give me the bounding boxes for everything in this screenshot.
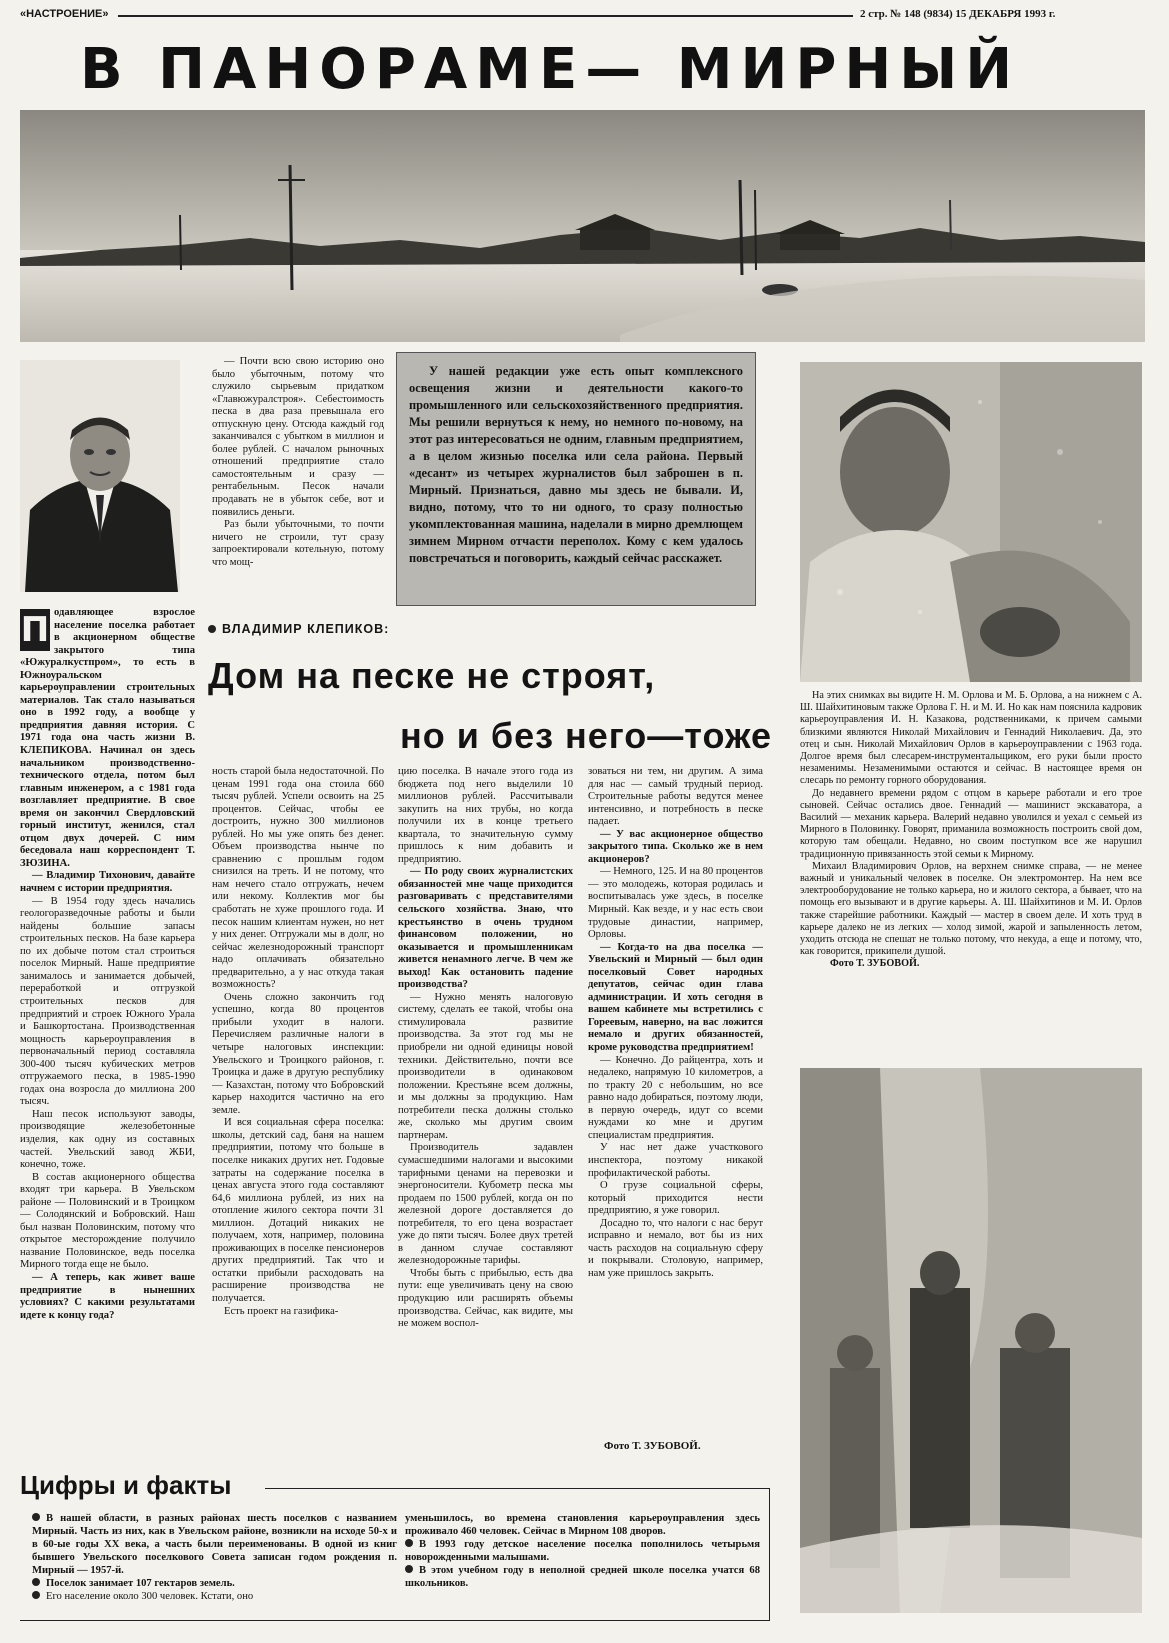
bullet-icon	[32, 1578, 40, 1586]
bullet-icon	[405, 1565, 413, 1573]
side-caption	[800, 690, 1142, 1062]
facts-rule-top	[265, 1488, 770, 1489]
column-a	[212, 766, 384, 1456]
fact-item-3: Его население около 300 человек. Кстати, оно	[32, 1590, 397, 1603]
director-portrait-image	[20, 360, 180, 592]
fact-item-2: Поселок занимает 107 гектаров земель.	[32, 1577, 397, 1590]
column-c	[588, 766, 763, 1436]
col-a-p2: Очень сложно закончить год успешно, когда 80 процентов прибыли уходит в налоги. Перечисляем различные налоги в четыре налоговых инспекции: Увельского и Троицкого районов, г. Троицка и даже в другую республику — Казахстан, потому что Бобровский карьер находится частично на его земле.	[212, 991, 384, 1116]
intro-box	[396, 352, 756, 606]
section-label: «НАСТРОЕНИЕ»	[20, 8, 109, 20]
col-c-p8: Досадно то, что налоги с нас берут исправно и немало, вот бы из них часть расходов на социальную сферу и покрывали. Столовую, например, нам уже пришлось закрыть.	[588, 1217, 763, 1279]
bullet-icon	[208, 625, 216, 633]
caption-p3: Михаил Владимирович Орлов, на верхнем снимке справа, — не менее важный и уникальный человек в поселке. Он электромонтер. На нем все электрооборудование не только карьера, но и жилого сектора, а бывает, что на помощь его вызывают и в другие карьеры. А. Ш. Шайхитинов и М. И. Орлов также старейшие работники. Каждый — мастер в своем деле. И хоть труд в карьере далеко не из легких — холод зимой, жарой и запыленность летом, уходить отсюда не спешат не только потому, что некуда, а еще и потому, что, как говорится, прикипели душой.	[800, 860, 1142, 958]
winter-village-image	[20, 110, 1145, 342]
carriage-workshop-image	[800, 1068, 1142, 1613]
col-c-p7: О грузе социальной сферы, который приходится нести предприятию, я уже говорил.	[588, 1180, 763, 1217]
col-c-question-2: — Когда-то на два поселка — Увельский и Мирный — был один поселковый Совет народных депутатов, сейчас один глава администрации. И хоть сегодня в вашем кабинете мы встретились с Гореевым, наверно, на вас ложится немало и других обязанностей, кроме руководства предприятием!	[588, 941, 763, 1054]
orlov-photo-bottom	[800, 1068, 1142, 1613]
col-b-p4: Производитель задавлен сумасшедшими налогами и высокими тарифными ценами на перевозки и энергоносители. Кубометр песка мы продаем по 1500 рублей, когда он по железной дороге доставляется до потребителя, то его цена возрастает уже до пяти тысяч. Более двух третей в данном случае составляют железнодорожные тарифы.	[398, 1142, 573, 1267]
facts-box	[20, 1470, 770, 1622]
byline-text: ВЛАДИМИР КЛЕПИКОВ:	[222, 622, 390, 636]
lead-column	[20, 607, 195, 1402]
col-b-p5: Чтобы быть с прибылью, есть два пути: еще увеличивать цену на свою продукцию или расширять объемы производства. Сейчас, как видите, мы не можем воспол-	[398, 1267, 573, 1330]
fact-item-4: уменьшилось, во времена становления карьероуправления здесь проживало 460 человек. Сейчас в Мирном 108 дворов.	[405, 1513, 760, 1537]
fact-item-1: В нашей области, в разных районах шесть поселков с названием Мирный. Часть из них, как в Увельском районе, возникли на исходе 50-х и в 60-ые годы XX века, а часть были переименованы. В одной из книг бывшего Увельского поселкового Совета записан годом рождения п. Мирный — 1957-й.	[32, 1513, 397, 1576]
col-c-question-1: — У вас акционерное общество закрытого типа. Сколько же в нем акционеров?	[588, 828, 763, 865]
col-b-p3: — Нужно менять налоговую систему, сделать ее такой, чтобы она стимулировала развитие производства. За этот год мы не приобрели ни одной единицы новой техники. Действительно, почти все производители в одинаковом положении. Крестьяне всем должны, и мы должны за продукцию. Нам потребители песка должны столько же, сколько мы другим своим партнерам.	[398, 991, 573, 1141]
intro-text: У нашей редакции уже есть опыт комплексного освещения жизни и деятельности какого-то промышленного или сельскохозяйственного предприятия. Мы решили вернуться к нему, но немного по-новому, на этот раз интересоваться не одним, главным предприятием, а в целом жизнью поселка или села района. Первый «десант» из четырех журналистов был заброшен в п. Мирный. Признаться, давно мы здесь не бывали. И, видно, потому, что то ни одного, то сразу полностью укомплектованная машина, наделали в мирно дремлющем зимнем Мирном отчасти переполох. Кому с кем удалось повстречаться и поговорить, каждый сейчас расскажет.	[409, 364, 743, 565]
fact-item-5: В 1993 году детское население поселка пополнилось четырьмя новорожденными малышами.	[405, 1539, 760, 1563]
col-c-p6: У нас нет даже участкового инспектора, поэтому никакой профилактической работы.	[588, 1142, 763, 1179]
col-b-question: — По роду своих журналистских обязанностей мне чаще приходится разговаривать с представителями сельского хозяйства. Знаю, что крестьянство в очень трудном финансовом положении, но оказывается и промышленникам живется ненамного легче. В чем же выход! Как остановить падение производства?	[398, 866, 573, 991]
col-a-p4: Есть проект на газифика-	[224, 1305, 339, 1317]
portrait-photo	[20, 360, 180, 592]
masthead: В ПАНОРАМЕ— МИРНЫЙ	[80, 37, 1021, 102]
orlov-photo-top	[800, 362, 1142, 682]
lead-body-1: — В 1954 году здесь начались геологоразведочные работы и были найдены большие запасы строительных песков. На базе карьера по их добыче потом стал строиться поселок Мирный. Наше предприятие занималось и занимается добычей, переработкой и отгрузкой строительных песков для предприятий и строек Южного Урала и Башкортостана. Производственная мощность карьероуправления в первоначальный период составляла 300-400 тысяч кубических метров отгружаемого песка, в 1985-1990 годах она возросла до миллиона 200 тысяч.	[20, 895, 195, 1108]
col-c-p5: — Конечно. До райцентра, хоть и недалеко, напрямую 10 километров, а по тракту 20 с небольшим, но все равно надо добираться, поэтому люди, в первую очередь, идут со всеми нуждами ко мне и другим специалистам предприятия.	[588, 1054, 763, 1141]
issue-info: 2 стр. № 148 (9834) 15 ДЕКАБРЯ 1993 г.	[860, 8, 1056, 20]
col-a-p1: ность старой была недостаточной. По ценам 1991 года она стоила 660 тысяч рублей. Успели освоить на 25 процентов. Сейчас, чтобы ее достроить, нужно 300 миллионов рублей. Но мы уже опять без денег. Объем производства нынче по сравнению с прошлым годом снизился на треть. И не потому, что нам нечего стало отгружать, нечем или некому. Коллектив мог бы сработать не хуже прошлого года. И песок нашим клиентам нужен, но нет у них денег. Отгружали мы в долг, но сейчас железнодорожный транспорт надо оплачивать обязательно предварительно, а у нас откуда такая возможность?	[212, 766, 384, 991]
panorama-photo	[20, 110, 1145, 342]
byline	[208, 622, 389, 636]
facts-rule-right	[769, 1488, 770, 1620]
bullet-icon	[32, 1513, 40, 1521]
answer-1: — Почти всю свою историю оно было убыточным, потому что служило сырьевым придатком «Главюжуралстроя». Себестоимость песка в два раза превышала его отпускную цену. Отсюда каждый год заканчивался с убытком в миллион и более рублей. С началом рыночных отношений предприятие стало самостоятельным и сразу — рентабельным. Песок начали продавать не в убыток себе, вот и появились деньги.	[212, 356, 384, 518]
column-b	[398, 766, 573, 1456]
caption-p1: На этих снимках вы видите Н. М. Орлова и М. Б. Орлова, а на нижнем с А. Ш. Шайхитиновым также Орлова Г. Н. и М. И. Но как нам пояснила кадровик карьероуправления И. Н. Казакова, родственниками, к причем самыми близкими являются Николай Михайлович и Геннадий Николаевич. Да, это отец и сын. Николай Михайлович Орлов в карьероуправлении с 1963 года. Долгое время был слесарем-инструментальщиком, его руки были просто незаменимы. Незаменимыми остаются и сейчас. В настоящее время он слесарь по ремонту горного оборудования.	[800, 690, 1142, 787]
lead-paragraph: одавляющее взрослое население поселка работает в акционерном обществе закрытого типа «Южуралкустпром», то есть в Южноуральском карьероуправлении строительных материалов. Так стало называться оно в 1992 году, а вообще у предприятия давняя история. С 1971 года она часть жизни В. КЛЕПИКОВА. Начинал он здесь начальником производственно-технического отдела, потом был главным инженером, а с 1981 года возглавляет предприятие. В свое время он закончил Свердловский горный институт, женился, стал отцом двух дочерей. С ним беседовала наш корреспондент Т. ЗЮЗИНА.	[20, 607, 195, 869]
question-2: — А теперь, как живет ваше предприятие в нынешних условиях? С какими результатами идете к концу года?	[20, 1271, 195, 1321]
fact-item-6: В этом учебном году в неполной средней школе поселка учатся 68 школьников.	[405, 1565, 760, 1589]
header-rule	[118, 15, 853, 17]
bullet-icon	[405, 1539, 413, 1547]
lead-body-3: В состав акционерного общества входят три карьера. В Увельском районе — Половинский и в Троицком — Солодянский и Бобровский. Наш был назван Половинским, потому что открытое месторождение получило название Половинское, ведь поселка Мирного тогда еще не было.	[20, 1171, 195, 1271]
col-b-p1: цию поселка. В начале этого года из бюджета под него выделили 10 миллионов рублей. Рассчитывали закупить на них трубы, но когда получили их в конце третьего квартала, то значительную сумму пришлось к ним добавить и предприятию.	[398, 766, 573, 865]
question-1: — Владимир Тихонович, давайте начнем с истории предприятия.	[20, 870, 195, 895]
column-2-top	[212, 356, 384, 606]
col-c-p1: зоваться ни тем, ни другим. А зима для нас — самый трудный период. Строительные работы ведутся менее интенсивно, и потребность в песке падает.	[588, 766, 763, 828]
col-c-p3: — Немного, 125. И на 80 процентов — это молодежь, которая родилась и воспитывалась уже здесь, в поселке Мирный. Как везде, и у нас есть свои трудовые династии, например, Орловы.	[588, 866, 763, 941]
answer-1-cont: Раз были убыточными, то почти ничего не строили, тут сразу запроектировали котельную, потому что мощ-	[212, 519, 384, 568]
side-photo-credit: Фото Т. ЗУБОВОЙ.	[830, 958, 920, 970]
caption-p2: До недавнего времени рядом с отцом в карьере работали и его трое сыновей. Сейчас остались двое. Геннадий — машинист экскаватора, а Василий — механик карьера. Валерий недавно уволился и уехал с семьей из Мирного в Половинку. Говорят, приманила возможность построить свой дом, которую там обещали. Недавно, но своим поступком все же нарушил традиционную привязанность этой семьи к Мирному.	[800, 787, 1142, 860]
lead-body-2: Наш песок используют заводы, производящие железобетонные изделия, как одну из составных частей. Увельский завод ЖБИ, конечно, тоже.	[20, 1108, 195, 1171]
facts-title: Цифры и факты	[20, 1470, 232, 1500]
bullet-icon	[32, 1591, 40, 1599]
headline-line-1: Дом на песке не строят,	[208, 655, 656, 696]
col-a-p3: И вся социальная сфера поселка: школы, детский сад, баня на нашем предприятии, потому что больше в поселке никаких других нет. Годовые затраты на содержание поселка в ценах августа этого года составляют 64,6 миллиона рублей, из них на отопление жилого сектора почти 31 миллион. Дотаций никаких не получаем, хотя, например, половина проживающих в поселке пенсионеров других предприятий. Так что и остатки прибыли расходовать на расширение производства не получается.	[212, 1117, 384, 1304]
facts-left-column	[32, 1512, 397, 1603]
drop-cap: П	[20, 610, 50, 650]
headline-line-2: но и без него—тоже	[400, 715, 773, 756]
worker-portrait-image	[800, 362, 1142, 682]
facts-rule-bottom	[20, 1620, 770, 1621]
photo-credit-main: Фото Т. ЗУБОВОЙ.	[604, 1440, 701, 1452]
facts-right-column	[405, 1512, 760, 1590]
